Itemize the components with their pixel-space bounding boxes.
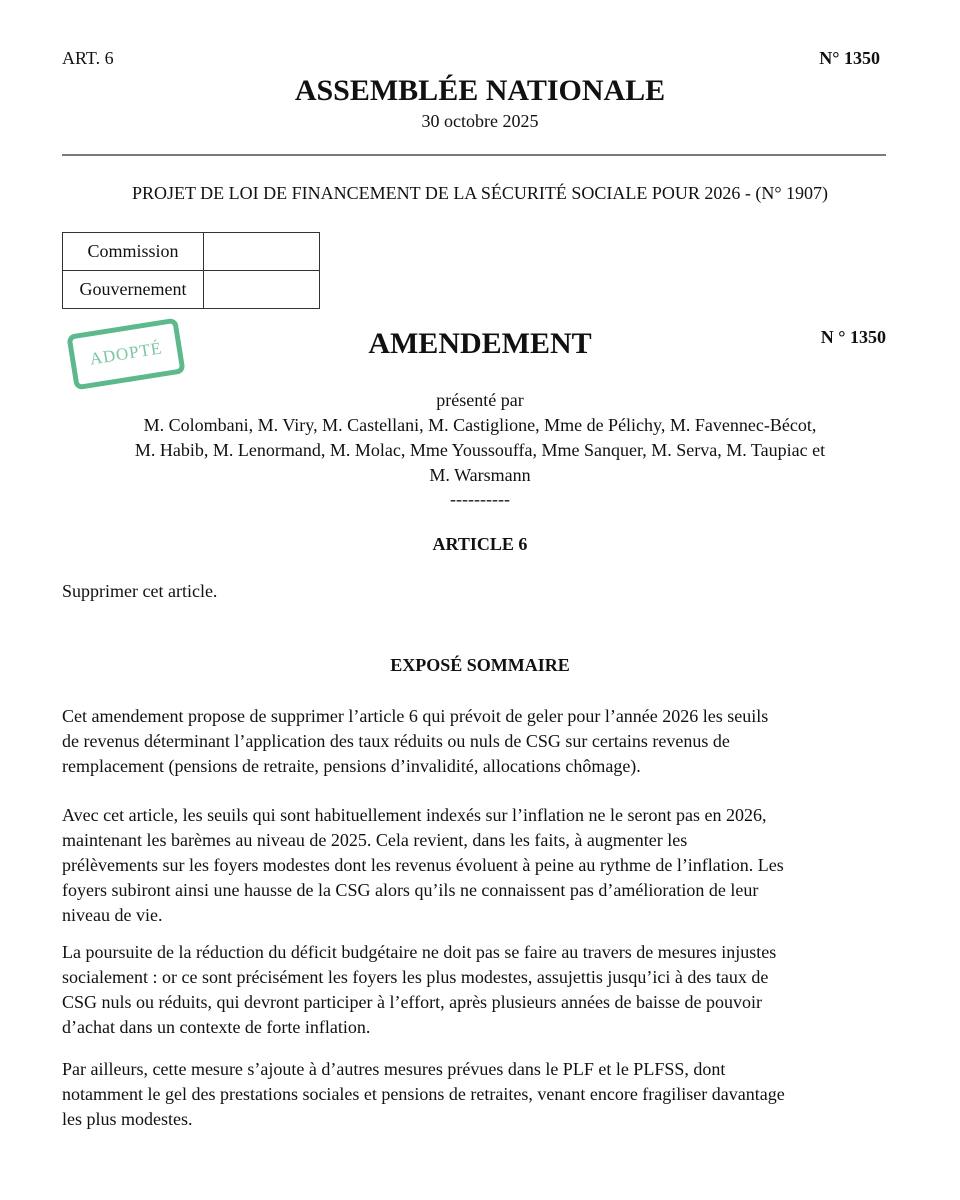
expose-paragraph [62, 803, 892, 928]
text-line: notamment le gel des prestations sociales et pensions de retraites, venant encore fragiliser davantage [62, 1084, 785, 1104]
table-row [63, 233, 320, 271]
document-date: 30 octobre 2025 [421, 111, 539, 131]
expose-heading: EXPOSÉ SOMMAIRE [390, 655, 570, 675]
opinion-label: Gouvernement [63, 271, 204, 309]
article-heading: ARTICLE 6 [432, 534, 528, 554]
document-number: N° 1350 [819, 48, 880, 68]
authors-block [0, 388, 960, 510]
authors-line: M. Habib, M. Lenormand, M. Molac, Mme Youssouffa, Mme Sanquer, M. Serva, M. Taupiac et [134, 440, 826, 460]
article-reference: ART. 6 [62, 48, 114, 68]
text-line: Avec cet article, les seuils qui sont habituellement indexés sur l’inflation ne le seront pas en 2026, [62, 805, 767, 825]
text-line: Par ailleurs, cette mesure s’ajoute à d’autres mesures prévues dans le PLF et le PLFSS, dont [62, 1059, 726, 1079]
text-line: maintenant les barèmes au niveau de 2025. Cela revient, dans les faits, à augmenter les [62, 830, 688, 850]
text-line: Cet amendement propose de supprimer l’article 6 qui prévoit de geler pour l’année 2026 les seuils [62, 706, 769, 726]
dispositif-text: Supprimer cet article. [62, 581, 218, 601]
text-line: remplacement (pensions de retraite, pensions d’invalidité, allocations chômage). [62, 756, 641, 776]
bill-title: PROJET DE LOI DE FINANCEMENT DE LA SÉCURITÉ SOCIALE POUR 2026 - (N° 1907) [131, 183, 829, 203]
opinion-table [62, 232, 320, 309]
amendment-title: AMENDEMENT [368, 327, 592, 360]
expose-paragraph [62, 704, 892, 779]
expose-paragraph [62, 1057, 892, 1132]
table-row [63, 271, 320, 309]
text-line: les plus modestes. [62, 1109, 193, 1129]
opinion-label: Commission [63, 233, 204, 271]
header-divider [62, 154, 886, 156]
institution-title: ASSEMBLÉE NATIONALE [294, 74, 666, 107]
authors-line: M. Warsmann [429, 465, 531, 485]
presented-by: présenté par [436, 390, 524, 410]
authors-line: M. Colombani, M. Viry, M. Castellani, M. Castiglione, Mme de Pélichy, M. Favennec-Bécot, [143, 415, 817, 435]
text-line: d’achat dans un contexte de forte inflation. [62, 1017, 371, 1037]
opinion-value [204, 271, 320, 309]
text-line: de revenus déterminant l’application des taux réduits ou nuls de CSG sur certains revenus de [62, 731, 730, 751]
text-line: socialement : or ce sont précisément les foyers les plus modestes, assujettis jusqu’ici à des taux de [62, 967, 769, 987]
expose-paragraph [62, 940, 892, 1040]
text-line: prélèvements sur les foyers modestes dont les revenus évoluent à peine au rythme de l’inflation. Les [62, 855, 784, 875]
text-line: CSG nuls ou réduits, qui devront participer à l’effort, après plusieurs années de baisse de pouvoir [62, 992, 762, 1012]
amendment-number: N ° 1350 [820, 327, 886, 347]
text-line: La poursuite de la réduction du déficit budgétaire ne doit pas se faire au travers de mesures injustes [62, 942, 777, 962]
opinion-value [204, 233, 320, 271]
stamp-text: ADOPTÉ [88, 338, 164, 369]
text-line: niveau de vie. [62, 905, 163, 925]
separator: ---------- [450, 489, 510, 509]
text-line: foyers subiront ainsi une hausse de la CSG alors qu’ils ne connaissent pas d’amélioration de leur [62, 880, 759, 900]
